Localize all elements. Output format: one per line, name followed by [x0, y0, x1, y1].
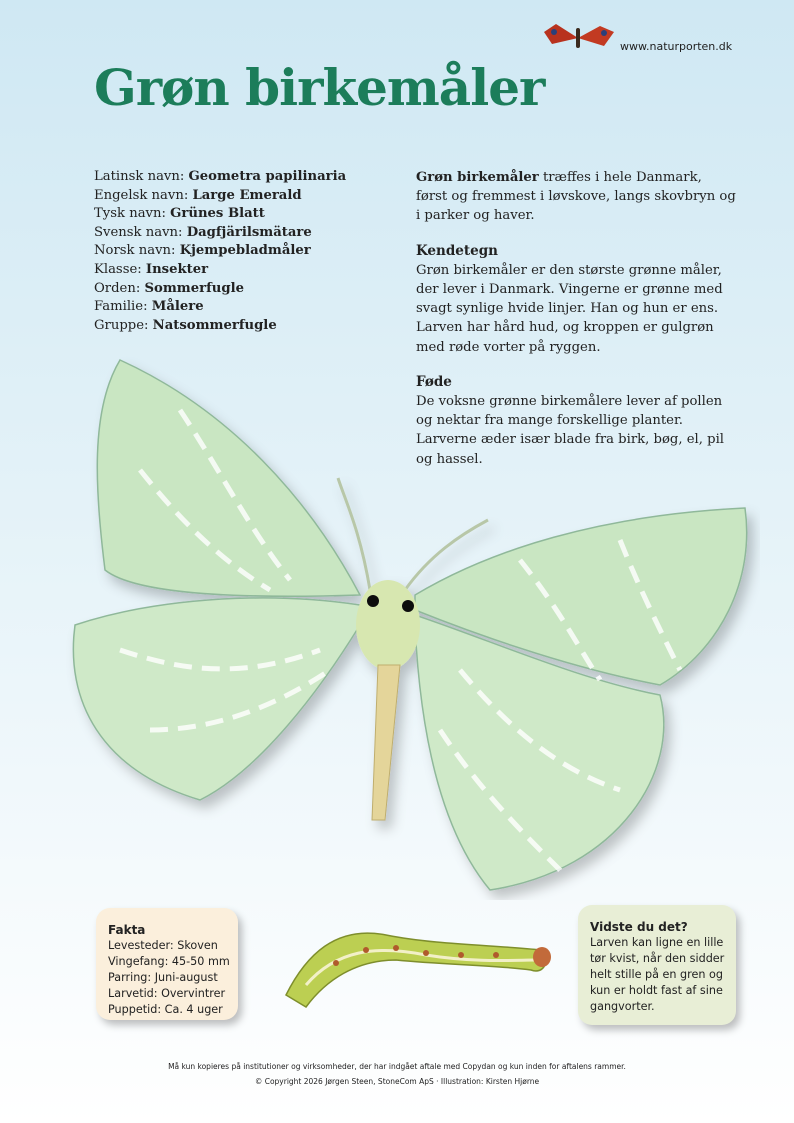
name-row: Svensk navn: Dagfjärilsmätare — [94, 224, 312, 240]
copyright-notice: Må kun kopieres på institutioner og virksomheder, der har indgået aftale med Copydan og kun inden for aftalens rammer. — [168, 1062, 626, 1071]
name-row: Tysk navn: Grünes Blatt — [94, 206, 265, 222]
did-you-know-text: Larven kan ligne en lille tør kvist, når den sidder helt stille på en gren og kun er holdt fast af sine gangvorter. — [590, 936, 725, 1013]
names-list — [94, 168, 346, 335]
larva-illustration — [276, 915, 556, 1015]
name-row: Orden: Sommerfugle — [94, 280, 244, 296]
fakta-line: Vingefang: 45-50 mm — [108, 955, 230, 968]
section-text: De voksne grønne birkemålere lever af pollen og nektar fra mange forskellige planter. Larverne æder især blade fra birk, bøg, el, pil og hassel. — [416, 394, 725, 467]
did-you-know-title: Vidste du det? — [590, 920, 688, 934]
intro-paragraph: Grøn birkemåler træffes i hele Danmark, først og fremmest i løvskove, langs skovbryn og i parker og haver. — [416, 170, 736, 224]
did-you-know-box — [578, 905, 736, 1025]
name-row: Latinsk navn: Geometra papilinaria — [94, 169, 347, 184]
section-heading: Føde — [416, 373, 452, 390]
moth-illustration — [60, 350, 760, 900]
name-row: Gruppe: Natsommerfugle — [94, 317, 277, 333]
fakta-line: Levesteder: Skoven — [108, 939, 218, 952]
butterfly-logo-icon — [538, 18, 618, 58]
fakta-line: Parring: Juni-august — [108, 971, 218, 984]
fakta-line: Larvetid: Overvintrer — [108, 987, 226, 1000]
site-url: www.naturporten.dk — [620, 40, 733, 53]
fakta-line: Puppetid: Ca. 4 uger — [108, 1003, 223, 1016]
section-text: Grøn birkemåler er den største grønne måler, der lever i Danmark. Vingerne er grønne med svagt synlige hvide linjer. Han og hun er ens. Larven har hård hud, og kroppen er gulgrøn med røde vorter på ryggen. — [416, 262, 723, 355]
section-heading: Kendetegn — [416, 242, 498, 259]
page-title: Grøn birkemåler — [94, 58, 545, 117]
name-row: Familie: Målere — [94, 299, 204, 315]
name-row: Norsk navn: Kjempebladmåler — [94, 243, 311, 259]
copyright-credit: © Copyright 2026 Jørgen Steen, StoneCom ApS · Illustration: Kirsten Hjørne — [254, 1077, 540, 1086]
name-row: Klasse: Insekter — [94, 261, 209, 277]
fakta-title: Fakta — [108, 923, 146, 937]
name-row: Engelsk navn: Large Emerald — [94, 187, 302, 203]
fakta-box — [96, 908, 238, 1020]
